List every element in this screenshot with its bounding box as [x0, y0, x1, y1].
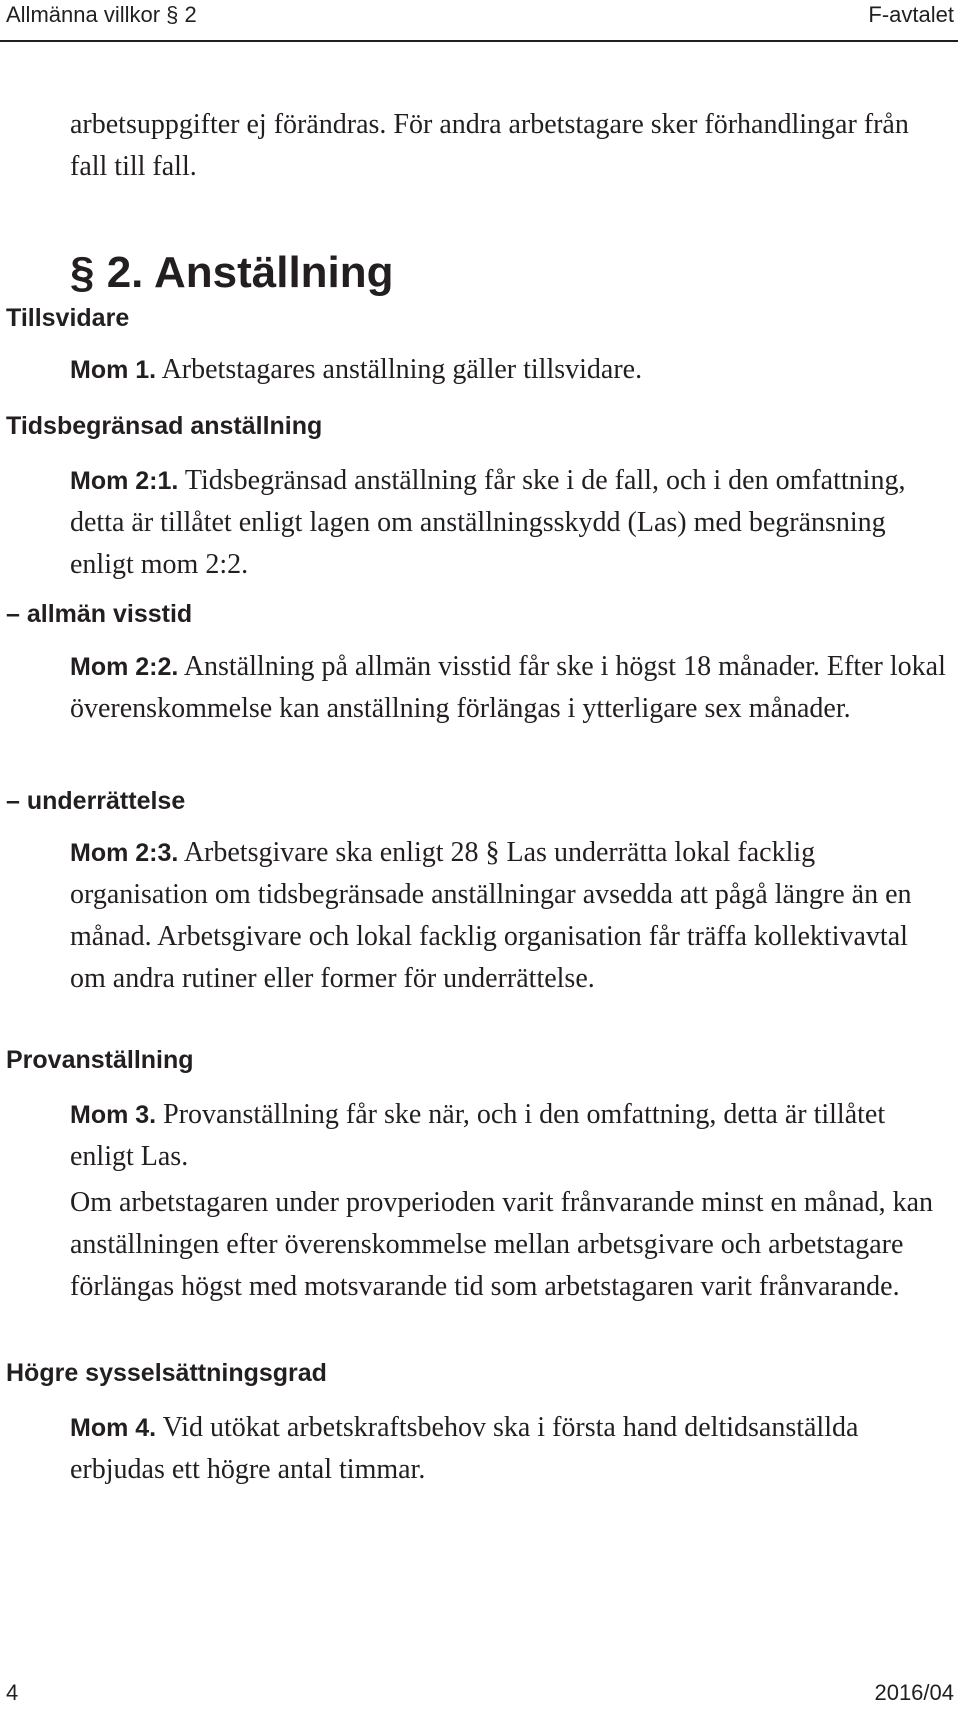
mom-label: Mom 2:1. — [70, 467, 179, 495]
heading-allman-visstid: – allmän visstid — [6, 600, 193, 628]
mom-text: Anställning på allmän visstid får ske i högst 18 månader. Efter lokal överenskommelse kan anställning förlängas i ytterligare sex månader. — [70, 651, 946, 724]
heading-provanstallning: Provanställning — [6, 1046, 194, 1074]
paragraph-mom2-2 — [70, 646, 950, 730]
mom-text: Provanställning får ske när, och i den omfattning, detta är tillåtet enligt Las. — [70, 1099, 886, 1172]
heading-hogre-sysselsattningsgrad: Högre sysselsättningsgrad — [6, 1359, 327, 1387]
mom-label: Mom 2:3. — [70, 839, 179, 867]
running-header — [0, 0, 958, 42]
paragraph-mom3 — [70, 1094, 950, 1178]
mom-text: Arbetsgivare ska enligt 28 § Las underrätta lokal facklig organisation om tidsbegränsade anställningar avsedda att pågå längre än en månad. Arbetsgivare och lokal facklig organisation får träffa kollektivavtal om andra rutiner eller former för underrättelse. — [70, 837, 912, 994]
mom-label: Mom 3. — [70, 1101, 157, 1129]
paragraph-mom4 — [70, 1407, 950, 1491]
mom-label: Mom 1. — [70, 356, 157, 384]
header-chapter: Allmänna villkor § 2 — [6, 2, 197, 27]
mom-label: Mom 2:2. — [70, 653, 179, 681]
section-title: § 2. Anställning — [70, 248, 394, 297]
paragraph-mom3-continued: Om arbetstagaren under provperioden varit frånvarande minst en månad, kan anställningen efter överenskommelse mellan arbetsgivare och arbetstagare förlängas högst med motsvarande tid som arbetstagaren varit frånvarande. — [70, 1187, 933, 1302]
mom-label: Mom 4. — [70, 1414, 157, 1442]
heading-underrattelse: – underrättelse — [6, 787, 186, 815]
paragraph-mom2-1 — [70, 460, 950, 586]
header-agreement: F-avtalet — [868, 2, 954, 27]
intro-paragraph: arbetsuppgifter ej förändras. För andra arbetstagare sker förhandlingar från fall till fall. — [70, 109, 909, 182]
mom-text: Tidsbegränsad anställning får ske i de fall, och i den omfattning, detta är tillåtet enligt lagen om anställningsskydd (Las) med begränsning enligt mom 2:2. — [70, 465, 906, 580]
document-code: 2016/04 — [874, 1680, 954, 1705]
paragraph-mom2-3 — [70, 832, 950, 1000]
mom-text: Vid utökat arbetskraftsbehov ska i första hand deltidsanställda erbjudas ett högre antal timmar. — [70, 1412, 859, 1485]
mom-text: Arbetstagares anställning gäller tillsvidare. — [156, 354, 643, 385]
heading-tillsvidare: Tillsvidare — [6, 304, 130, 332]
paragraph-mom1 — [70, 349, 950, 391]
page-number: 4 — [6, 1680, 19, 1705]
heading-tidsbegransad: Tidsbegränsad anställning — [6, 412, 323, 440]
